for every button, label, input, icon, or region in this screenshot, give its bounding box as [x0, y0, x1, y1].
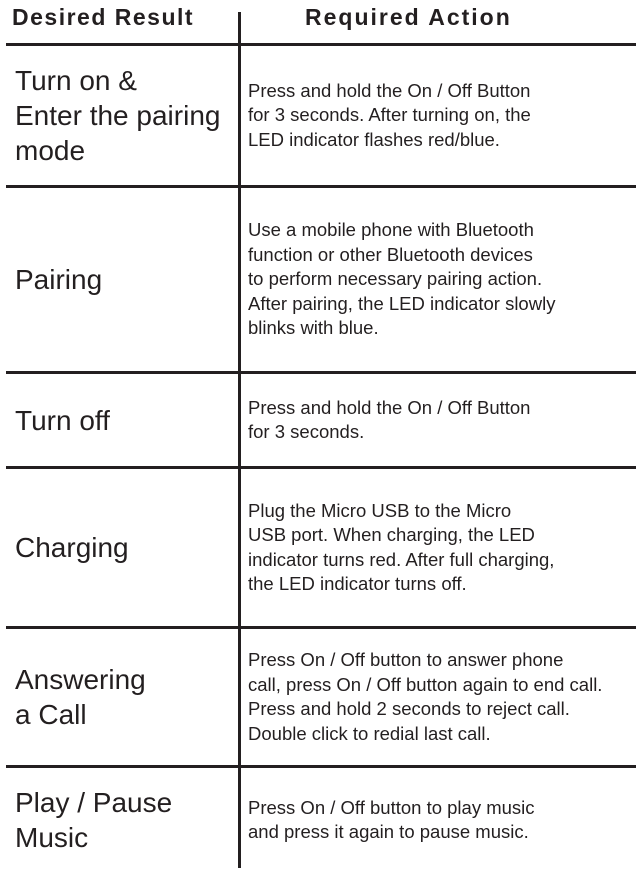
desired-result-text: Charging: [15, 532, 129, 563]
required-action-text: function or other Bluetooth devices: [248, 243, 533, 265]
required-action-text: Press and hold 2 seconds to reject call.: [248, 698, 570, 719]
desired-result-cell: [15, 469, 240, 626]
required-action-text: indicator turns red. After full charging,: [248, 548, 555, 570]
required-action-cell: [248, 768, 640, 872]
desired-result-text: Pairing: [15, 264, 103, 295]
desired-result-text: Turn on &: [15, 65, 137, 96]
required-action-text: for 3 seconds.: [248, 421, 365, 442]
required-action-text: Press On / Off button to play music: [248, 796, 535, 818]
desired-result-cell: [15, 629, 240, 765]
required-action-text: Press On / Off button to answer phone: [248, 649, 564, 670]
desired-result-text: Answering: [15, 664, 146, 695]
desired-result-cell: [15, 46, 240, 185]
desired-result-text: Enter the pairing: [15, 100, 221, 131]
desired-result-cell: [15, 374, 240, 466]
required-action-text: for 3 seconds. After turning on, the: [248, 104, 531, 126]
desired-result-text: Music: [15, 822, 89, 853]
column-header-desired-result: Desired Result: [12, 4, 195, 30]
required-action-text: Double click to redial last call.: [248, 722, 491, 744]
required-action-text: the LED indicator turns off.: [248, 573, 467, 594]
desired-result-cell: [15, 768, 240, 872]
required-action-cell: [248, 46, 640, 185]
required-action-cell: [248, 374, 640, 466]
desired-result-text: Play / Pause: [15, 787, 173, 818]
desired-result-text: mode: [15, 135, 86, 166]
required-action-text: Press and hold the On / Off Button: [248, 79, 531, 101]
required-action-text: to perform necessary pairing action.: [248, 268, 543, 290]
desired-result-text: a Call: [15, 699, 87, 730]
desired-result-text: Turn off: [15, 404, 110, 436]
required-action-text: LED indicator flashes red/blue.: [248, 128, 500, 150]
required-action-text: and press it again to pause music.: [248, 821, 529, 842]
required-action-cell: [248, 188, 640, 371]
required-action-text: Press and hold the On / Off Button: [248, 396, 531, 418]
column-header-required-action: Required Action: [305, 4, 512, 30]
required-action-text: blinks with blue.: [248, 317, 379, 339]
required-action-cell: [248, 469, 640, 626]
desired-result-cell: [15, 188, 240, 371]
required-action-text: Use a mobile phone with Bluetooth: [248, 219, 534, 241]
required-action-text: call, press On / Off button again to end call.: [248, 673, 603, 695]
required-action-cell: [248, 629, 640, 765]
required-action-text: After pairing, the LED indicator slowly: [248, 292, 556, 314]
required-action-text: USB port. When charging, the LED: [248, 524, 535, 545]
required-action-text: Plug the Micro USB to the Micro: [248, 499, 512, 521]
